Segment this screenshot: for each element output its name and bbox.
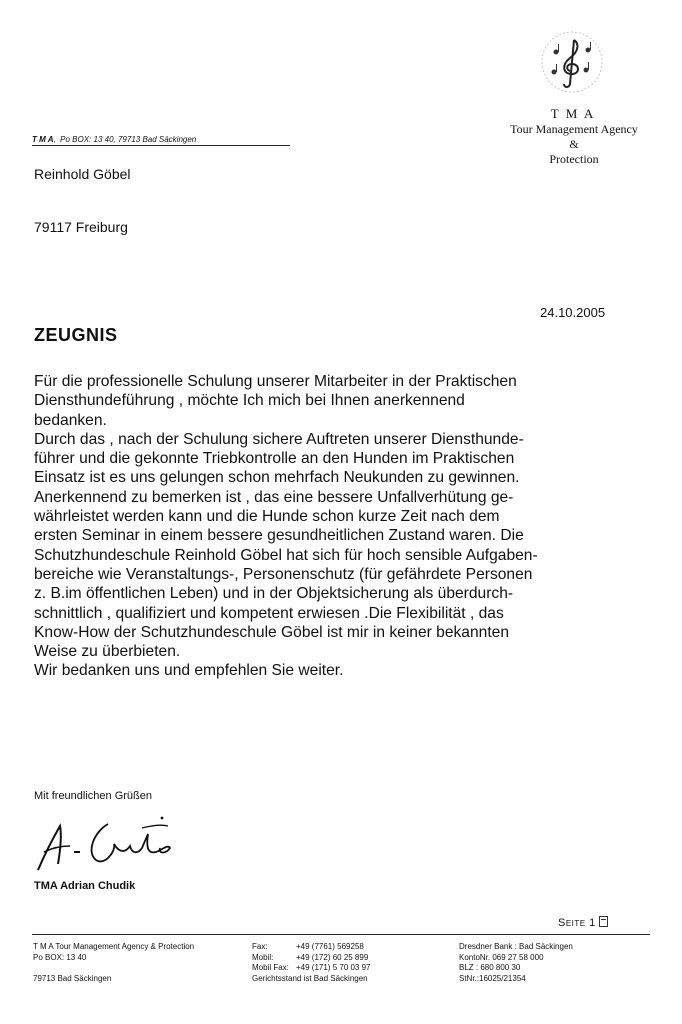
handwritten-signature-icon	[30, 812, 190, 874]
signer-name: TMA Adrian Chudik	[34, 880, 136, 892]
footer-company-line: 79713 Bad Säckingen	[33, 973, 112, 983]
closing-greeting: Mit freundlichen Grüßen	[34, 790, 152, 802]
sender-address: Po BOX: 13 40, 79713 Bad Säckingen	[60, 135, 197, 144]
body-line: Für die professionelle Schulung unserer Mitarbeiter in der Praktischen	[34, 373, 517, 390]
letter-title: ZEUGNIS	[34, 325, 118, 345]
contact-value: +49 (171) 5 70 03 97	[296, 963, 371, 972]
footer-bank-line: KontoNr. 069 27 58 000	[459, 952, 544, 962]
body-line: Durch das , nach der Schulung sichere Auftreten unserer Diensthunde-	[34, 430, 524, 448]
sender-line: T M A, Po BOX: 13 40, 79713 Bad Säckingen	[32, 135, 290, 146]
sender-name: T M A	[32, 135, 54, 144]
footer-company-line: T M A Tour Management Agency & Protection	[33, 942, 195, 951]
footer-company-line: Po BOX: 13 40	[33, 952, 87, 962]
footer-company-column	[33, 942, 194, 984]
contact-label: Mobil:	[252, 952, 274, 962]
contact-value: +49 (172) 60 25 899	[296, 952, 369, 962]
footer-bank-column	[459, 942, 573, 984]
body-line: bedanken.	[34, 411, 107, 429]
footer-bank-line: Dresdner Bank : Bad Säckingen	[459, 942, 573, 951]
footer-bank-line: StNr.:16025/21354	[459, 973, 526, 983]
footer-company-line	[33, 963, 194, 974]
footer-bank-line: BLZ : 680 800 30	[459, 963, 521, 972]
footer-divider	[32, 934, 650, 935]
body-line: Einsatz ist es uns gelungen schon mehrfach Neukunden zu gewinnen.	[34, 469, 520, 487]
body-line: ersten Seminar in einem bessere gesundheitlichen Zustand waren. Die	[34, 527, 524, 545]
body-line: Schutzhundeschule Reinhold Göbel hat sich für hoch sensible Aufgaben-	[34, 546, 538, 564]
agency-name-block	[492, 122, 656, 167]
body-line: führer und die gekonnte Triebkontrolle an den Hunden im Praktischen	[34, 450, 515, 468]
footer-jurisdiction: Gerichtsstand ist Bad Säckingen	[252, 973, 368, 983]
agency-line: Tour Management Agency	[510, 122, 638, 136]
page-label	[558, 916, 608, 929]
contact-value: +49 (7761) 569258	[296, 942, 364, 951]
letter-date: 24.10.2005	[540, 305, 606, 320]
body-line: Diensthundeführung , möchte Ich mich bei Ihnen anerkennend	[34, 392, 465, 410]
contact-label: Mobil Fax:	[252, 963, 289, 972]
body-line: Wir bedanken uns und empfehlen Sie weiter.	[34, 662, 344, 680]
footer-contact-row	[252, 953, 371, 964]
body-line: bereiche wie Veranstaltungs-, Personenschutz (für gefährdete Personen	[34, 565, 533, 583]
body-line: z. B.im öffentlichen Leben) und in der Objektsicherung als überdurch-	[34, 585, 514, 603]
document-page-icon	[599, 916, 608, 927]
recipient-city: 79117 Freiburg	[34, 219, 128, 235]
page-number: Seite 1	[558, 917, 596, 929]
footer-contact-row	[252, 963, 371, 974]
footer-contact-row	[252, 942, 371, 953]
treble-clef-logo-icon	[540, 30, 604, 94]
body-line: Weise zu überbieten.	[34, 643, 181, 661]
body-line: schnittlich , qualifiziert und kompetent erwiesen .Die Flexibilität , das	[34, 604, 504, 622]
body-line: währleistet werden kann und die Hunde schon kurze Zeit nach dem	[34, 508, 500, 526]
recipient-name: Reinhold Göbel	[34, 166, 131, 182]
contact-label: Fax:	[252, 942, 268, 951]
agency-line: &	[569, 137, 579, 151]
footer-contact-column	[252, 942, 371, 984]
logo-text: T M A	[550, 106, 596, 121]
letter-body	[34, 372, 634, 681]
agency-line: Protection	[549, 152, 599, 166]
body-line: Anerkennend zu bemerken ist , das eine bessere Unfallverhütung ge-	[34, 488, 514, 506]
body-line: Know-How der Schutzhundeschule Göbel ist mir in keiner bekannten	[34, 623, 510, 641]
